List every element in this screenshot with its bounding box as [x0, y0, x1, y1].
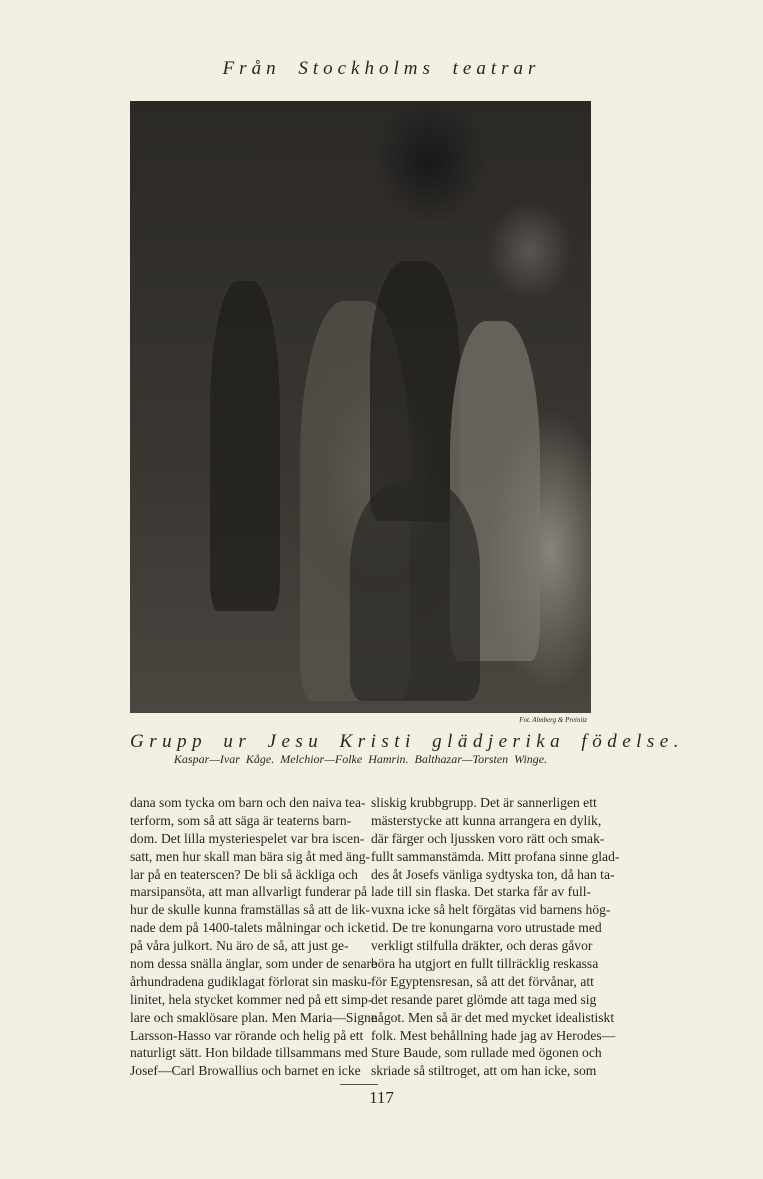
text-line: Josef—Carl Browallius och barnet en icke	[130, 1063, 361, 1079]
text-line: satt, men hur skall man bära sig åt med äng-	[130, 848, 371, 864]
text-line: Sture Baude, som rullade med ögonen och	[371, 1045, 602, 1061]
text-line: lare och smaklösare plan. Men Maria—Signe	[130, 1009, 377, 1025]
text-line: tid. De tre konungarna voro utrustade med	[371, 920, 602, 936]
photo-caption: Grupp ur Jesu Kristi glädjerika födelse.	[130, 731, 684, 752]
text-line: något. Men så är det med mycket idealistiskt	[371, 1009, 615, 1025]
running-header: Från Stockholms teatrar	[222, 58, 541, 79]
text-line: naturligt sätt. Hon bildade tillsammans med	[130, 1045, 368, 1061]
text-line: sliskig krubbgrupp. Det är sannerligen ett	[371, 795, 597, 810]
photo-credit: Fot. Almberg & Preinitz	[519, 716, 587, 724]
text-line: lade till sin flaska. Det starka får av full-	[371, 884, 592, 900]
text-line: linitet, hela stycket kommer ned på ett simp-	[130, 991, 373, 1007]
text-line: mästerstycke att kunna arrangera en dylik,	[371, 812, 602, 828]
text-line: århundradena gudiklagat förlorat sin masku-	[130, 973, 372, 989]
page-number-rule	[340, 1084, 378, 1085]
text-line: för Egyptensresan, så att det förvånar, att	[371, 973, 594, 989]
page-number: 117	[369, 1088, 394, 1107]
text-line: nade dem på 1400-talets målningar och icke	[130, 920, 371, 936]
text-line: folk. Mest behållning hade jag av Herodes—	[371, 1027, 616, 1043]
text-line: dom. Det lilla mysteriespelet var bra iscen-	[130, 830, 365, 846]
text-line: des åt Josefs vänliga sydtyska ton, då han ta-	[371, 866, 615, 882]
left-text-column	[130, 794, 378, 1080]
text-line: på våra julkort. Nu äro de så, att just ge-	[130, 938, 349, 954]
text-line: dana som tycka om barn och den naiva tea-	[130, 795, 366, 810]
text-line: marsipansöta, att man allvarligt funderar på	[130, 884, 368, 900]
text-line: vuxna icke så helt förgätas vid barnens hög-	[371, 902, 611, 918]
text-line: verkligt stilfulla dräkter, och deras gåvor	[371, 938, 593, 954]
text-line: där färger och ljussken voro rätt och smak-	[371, 830, 605, 846]
text-line: skriade så stiltroget, att om han icke, som	[371, 1063, 597, 1079]
text-line: Larsson-Hasso var rörande och helig på ett	[130, 1027, 364, 1043]
text-line: hur de skulle kunna framställas så att de lik-	[130, 902, 371, 918]
right-text-column	[371, 794, 620, 1080]
text-line: lar på en teaterscen? De bli så äckliga och	[130, 866, 358, 882]
photo-cast-list: Kaspar—Ivar Kåge. Melchior—Folke Hamrin. Balthazar—Torsten Winge.	[173, 752, 548, 766]
text-line: terform, som så att säga är teaterns barn-	[130, 812, 352, 828]
text-line: böra ha utgjort en fullt tillräcklig reskassa	[371, 956, 599, 972]
theatre-group-photo	[130, 101, 591, 713]
text-line: fullt sammanstämda. Mitt profana sinne glad-	[371, 848, 620, 864]
text-line: nom dessa snälla änglar, som under de senare	[130, 956, 378, 972]
text-line: det resande paret glömde att taga med sig	[371, 991, 597, 1007]
